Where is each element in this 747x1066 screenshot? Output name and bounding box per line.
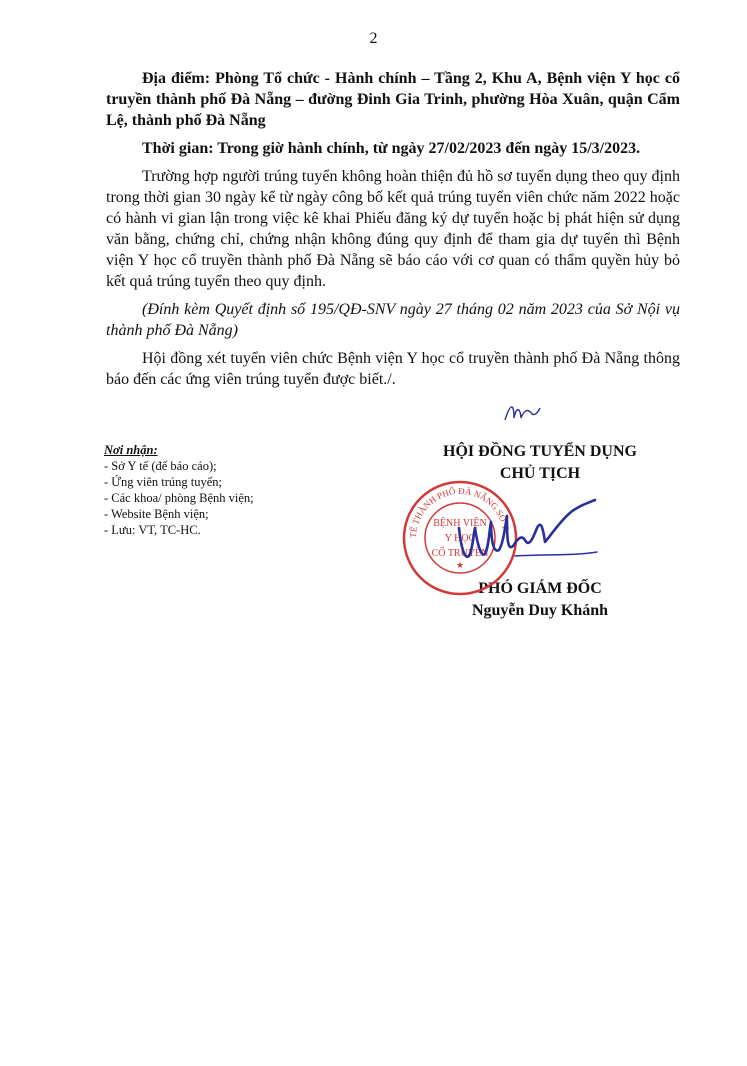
recipient-item: - Lưu: VT, TC-HC. (104, 523, 201, 537)
stamp-line2: Y HỌC (444, 533, 476, 544)
signer-role: CHỦ TỊCH (499, 465, 581, 482)
conditions-paragraph: Trường hợp người trúng tuyển không hoàn thiện đủ hồ sơ tuyển dụng theo quy định trong thời gian 30 ngày kể từ ngày công bố kết quả trúng tuyển viên chức năm 2022 hoặc có hành vi gian lận trong việc kê khai Phiếu đăng ký dự tuyển hoặc bị phát hiện sử dụng văn bằng, chứng chỉ, chứng nhận không đúng quy định để tham gia dự tuyển thì Bệnh viện Y học cổ truyền thành phố Đà Nẵng sẽ báo cáo với cơ quan có thẩm quyền hủy bỏ kết quả trúng tuyển theo quy định. (106, 168, 680, 290)
recipient-item: - Các khoa/ phòng Bệnh viện; (104, 491, 254, 505)
signer-position: PHÓ GIÁM ĐỐC (478, 580, 602, 597)
document-body (106, 68, 680, 397)
recipient-item: - Ứng viên trúng tuyển; (104, 475, 223, 489)
recipient-item: - Sở Y tế (để báo cáo); (104, 459, 217, 473)
time-paragraph: Thời gian: Trong giờ hành chính, từ ngày 27/02/2023 đến ngày 15/3/2023. (142, 140, 641, 157)
recipient-item: - Website Bệnh viện; (104, 507, 209, 521)
location-paragraph: Địa điểm: Phòng Tổ chức - Hành chính – Tầng 2, Khu A, Bệnh viện Y học cổ truyền thành phố Đà Nẵng – đường Đinh Gia Trinh, phường Hòa Xuân, quận Cẩm Lệ, thành phố Đà Nẵng (106, 70, 680, 129)
stamp-line1: BỆNH VIỆN (433, 518, 487, 529)
stamp-ring-text: TẾ THÀNH PHỐ ĐÀ NẴNG SỞ Y (407, 485, 512, 539)
signer-name: Nguyễn Duy Khánh (471, 602, 609, 619)
closing-paragraph: Hội đồng xét tuyển viên chức Bệnh viện Y học cổ truyền thành phố Đà Nẵng thông báo đến các ứng viên trúng tuyển được biết./. (106, 350, 680, 388)
recipients-list (104, 458, 254, 538)
recipients-heading: Nơi nhận: (104, 443, 158, 457)
attachment-note: (Đính kèm Quyết định số 195/QĐ-SNV ngày 27 tháng 02 năm 2023 của Sở Nội vụ thành phố Đà Nẵng) (106, 301, 680, 339)
initial-signature-mark (502, 400, 542, 424)
recipients-block (104, 442, 254, 538)
star-icon: ★ (455, 561, 465, 571)
page-number: 2 (369, 30, 378, 47)
council-title: HỘI ĐỒNG TUYỂN DỤNG (443, 443, 637, 460)
stamp-line3: CỔ TRUYỀN (431, 548, 489, 559)
handwritten-signature (455, 498, 600, 570)
